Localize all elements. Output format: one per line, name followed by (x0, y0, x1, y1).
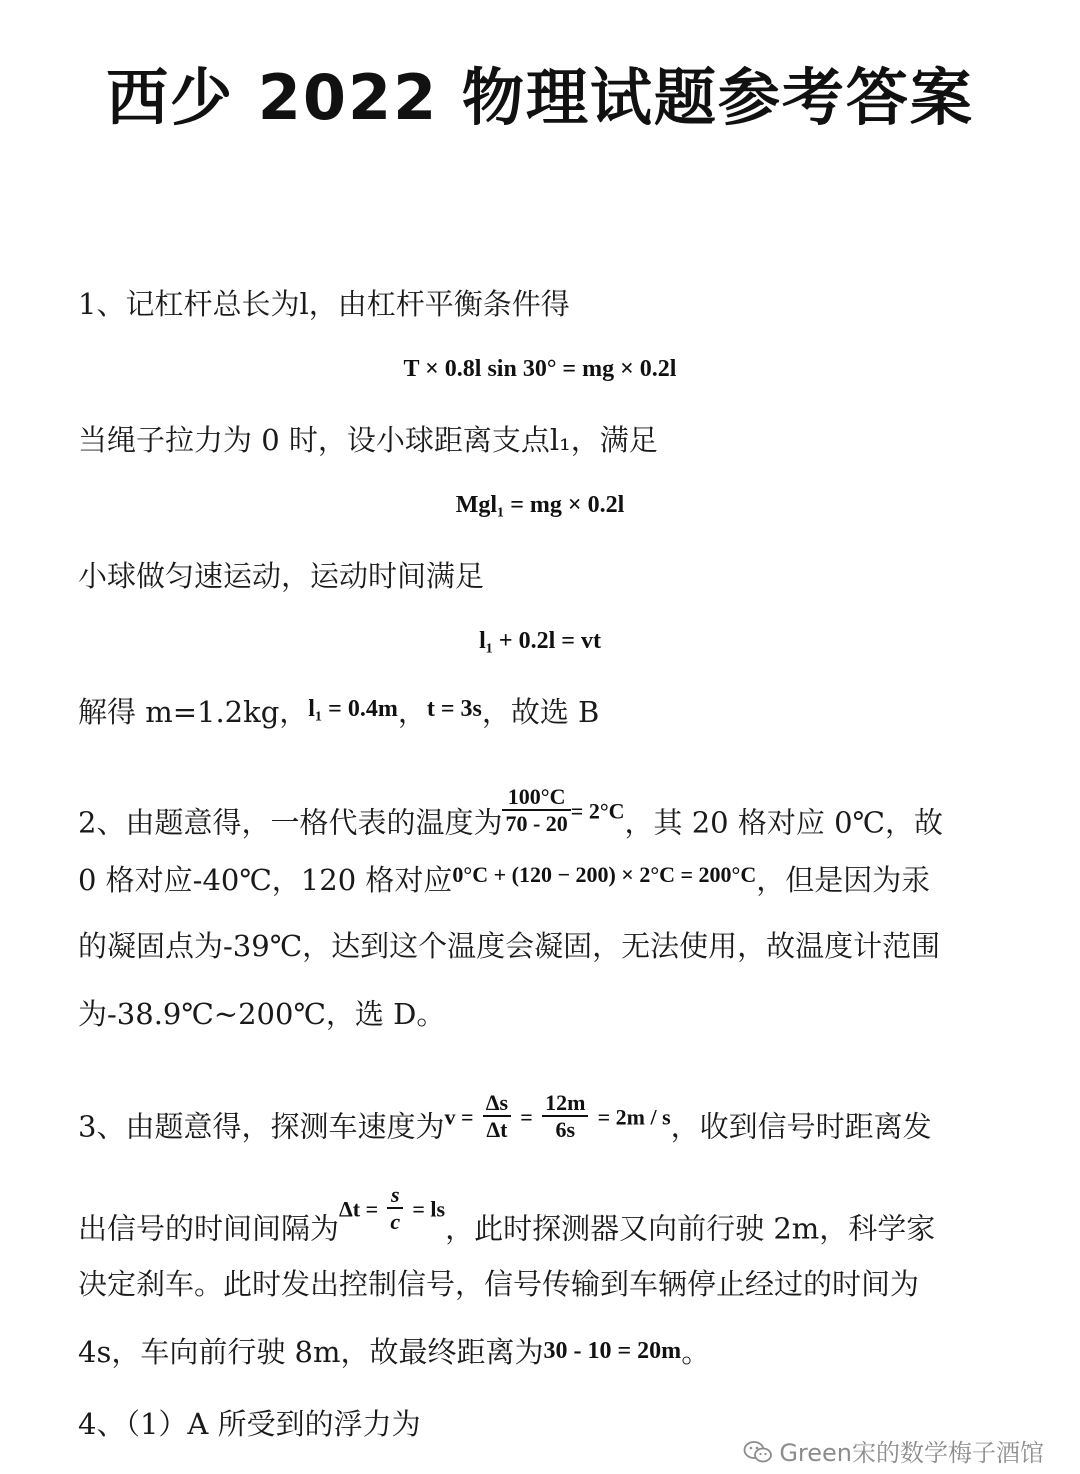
q1-answer-l1: l₁ = 0.4m (308, 696, 398, 722)
q3-fraction-2 (542, 1090, 588, 1143)
q3-fraction-2-num: 12m (542, 1090, 588, 1117)
q2-fraction-denominator: 70 - 20 (505, 811, 568, 837)
q1-answer-prefix: 解得 m=1.2kg， (78, 695, 309, 729)
q3-line-4-pre: 4s，车向前行驶 8m，故最终距离为 (78, 1335, 544, 1369)
q3-fraction-1-den: Δt (486, 1117, 508, 1143)
q3-fraction-3 (387, 1182, 403, 1235)
q3-line-1-post: ，收到信号时距离发 (670, 1109, 932, 1144)
q1-answer-line (78, 695, 1002, 729)
q2-line-2-expression: 0°C + (120 − 200) × 2°C = 200°C (452, 862, 757, 887)
q1-equation-3: l₁ + 0.2l = vt (479, 628, 601, 654)
q1-line-3: 小球做匀速运动，运动时间满足 (78, 559, 485, 593)
q3-line-3: 决定刹车。此时发出控制信号，信号传输到车辆停止经过的时间为 (78, 1267, 920, 1301)
watermark-text: Green宋的数学梅子酒馆 (779, 1439, 1044, 1467)
q1-answer-t: t = 3s (426, 696, 482, 722)
q3-velocity-result: = 2m / s (597, 1104, 671, 1130)
q3-line-1-pre: 3、由题意得，探测车速度为 (78, 1109, 445, 1144)
q3-line-4-expression: 30 - 10 = 20m (543, 1338, 682, 1364)
q3-fraction-2-den: 6s (555, 1117, 575, 1143)
q3-fraction-3-num: s (387, 1182, 403, 1209)
q2-line-2-post: ，但是因为汞 (756, 863, 931, 897)
q3-equals: = (520, 1104, 533, 1130)
q2-fraction-group (502, 784, 624, 837)
q2-line-2 (78, 862, 1002, 897)
q1-line-2: 当绳子拉力为 0 时，设小球距离支点l₁，满足 (78, 423, 658, 457)
q3-fraction-3-den: c (390, 1209, 401, 1235)
q2-line-4: 为-38.9℃~200℃，选 D。 (78, 997, 446, 1031)
q2-fraction-numerator: 100°C (502, 784, 570, 811)
q3-dt-label: Δt = (339, 1196, 379, 1222)
q2-fraction-result: = 2°C (570, 798, 625, 824)
q3-line-4-post: 。 (681, 1335, 711, 1369)
page-title: 西少 2022 物理试题参考答案 (106, 61, 974, 134)
q2-line-1-pre: 2、由题意得，一格代表的温度为 (78, 805, 503, 840)
q1-answer-suffix: ，故选 B (481, 695, 600, 729)
q3-velocity-formula (444, 1090, 670, 1143)
q3-line-4 (78, 1335, 1002, 1369)
wechat-icon (743, 1440, 773, 1464)
q3-fraction-1 (483, 1090, 511, 1143)
q3-line-2-pre: 出信号的时间间隔为 (78, 1211, 340, 1246)
q2-line-3: 的凝固点为-39℃，达到这个温度会凝固，无法使用，故温度计范围 (78, 929, 941, 963)
watermark (743, 1433, 1044, 1468)
q3-line-1 (78, 1090, 1002, 1155)
q4-line-1: 4、（1）A 所受到的浮力为 (78, 1407, 421, 1441)
q3-v-label: v = (444, 1104, 474, 1130)
q3-dt-result: = ls (412, 1196, 446, 1222)
q2-fraction (502, 784, 570, 837)
q2-line-1 (78, 784, 1002, 851)
q1-equation-2: Mgl₁ = mg × 0.2l (455, 492, 625, 518)
q3-line-2-post: ，此时探测器又向前行驶 2m，科学家 (445, 1211, 936, 1246)
q1-line-1: 1、记杠杆总长为l，由杠杆平衡条件得 (78, 287, 570, 321)
q1-answer-sep: ， (397, 695, 427, 729)
q3-dt-formula (339, 1182, 445, 1235)
q2-line-1-post: ，其 20 格对应 0℃，故 (624, 805, 943, 840)
q1-equation-1: T × 0.8l sin 30° = mg × 0.2l (403, 356, 677, 382)
q2-line-2-pre: 0 格对应-40℃，120 格对应 (78, 863, 453, 897)
q3-line-2 (78, 1182, 1002, 1257)
q3-fraction-1-num: Δs (483, 1090, 511, 1117)
